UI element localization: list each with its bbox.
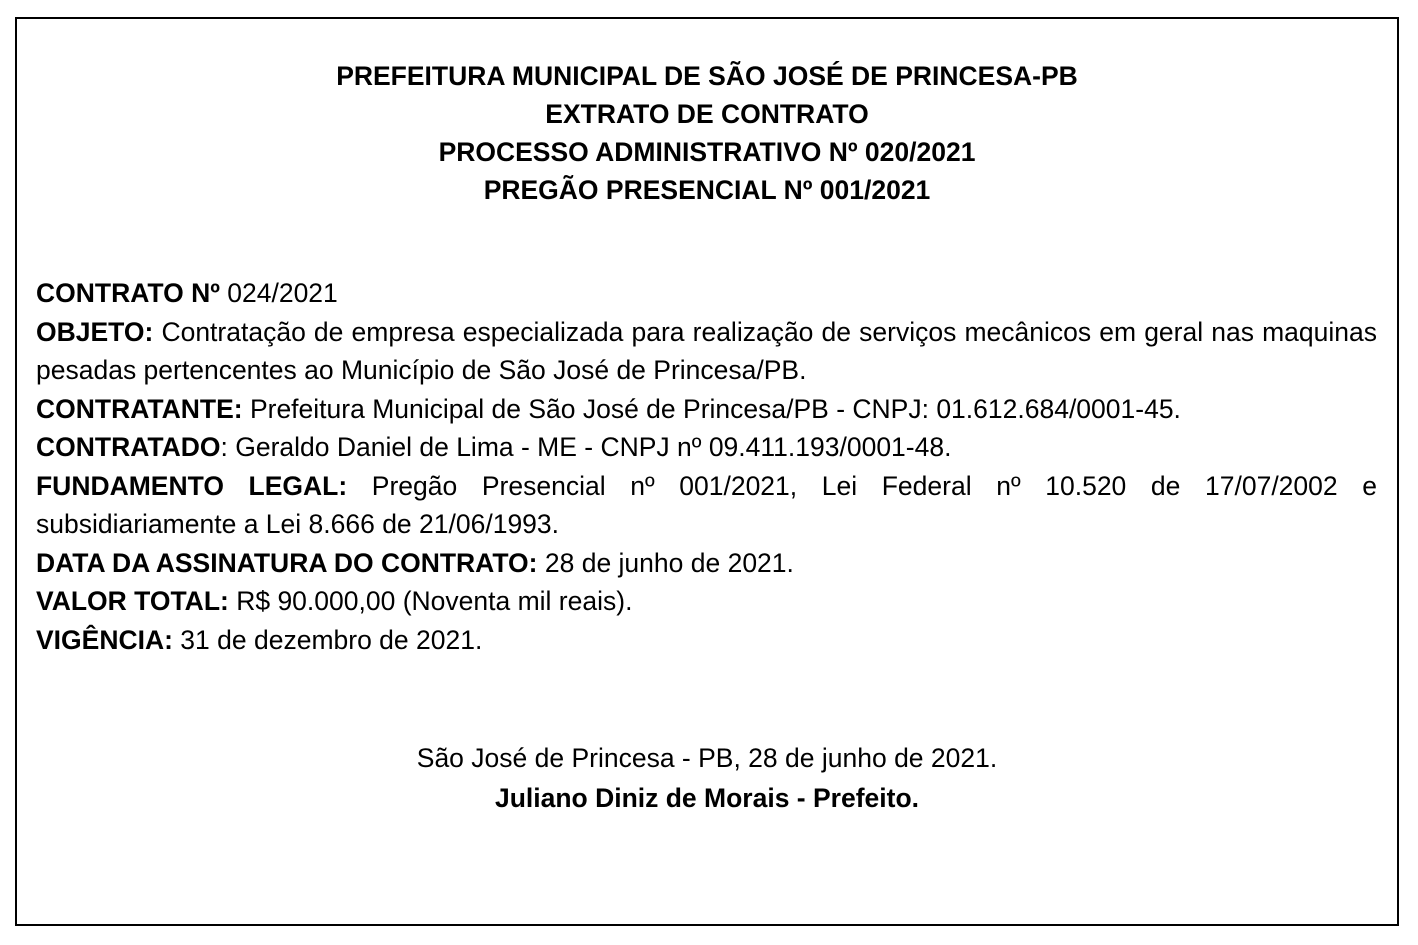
field-objeto xyxy=(36,313,1377,390)
header-auction: PREGÃO PRESENCIAL Nº 001/2021 xyxy=(483,175,931,205)
field-contratante-label: CONTRATANTE: xyxy=(36,393,243,424)
field-vigencia xyxy=(36,621,1377,660)
field-objeto-value: Contratação de empresa especializada para realização de serviços mecânicos em geral nas maquinas pesadas pertencentes ao Município de São José de Princesa/PB. xyxy=(36,316,1377,385)
field-fundamento-value: Pregão Presencial nº 001/2021, Lei Federal nº 10.520 de 17/07/2002 e subsidiariamente a Lei 8.666 de 21/06/1993. xyxy=(36,470,1377,539)
field-contratado-value: : Geraldo Daniel de Lima - ME - CNPJ nº 09.411.193/0001-48. xyxy=(220,432,952,462)
field-contrato-label: CONTRATO Nº xyxy=(36,278,220,308)
document-header xyxy=(17,57,1397,209)
field-objeto-label: OBJETO: xyxy=(36,316,154,347)
signature: Juliano Diniz de Morais - Prefeito. xyxy=(494,783,920,813)
contract-details xyxy=(36,274,1377,659)
field-contratante xyxy=(36,390,1377,429)
document-footer xyxy=(17,738,1397,818)
field-contratante-value: Prefeitura Municipal de São José de Princesa/PB - CNPJ: 01.612.684/0001-45. xyxy=(242,393,1181,424)
header-municipality: PREFEITURA MUNICIPAL DE SÃO JOSÉ DE PRINCESA-PB xyxy=(336,61,1078,91)
field-fundamento-label: FUNDAMENTO LEGAL: xyxy=(36,470,348,501)
place-date: São José de Princesa - PB, 28 de junho de 2021. xyxy=(416,743,998,773)
field-valor-value: R$ 90.000,00 (Noventa mil reais). xyxy=(228,586,633,616)
field-valor-total xyxy=(36,582,1377,621)
field-data-assinatura xyxy=(36,544,1377,583)
document-frame xyxy=(15,17,1399,926)
field-fundamento xyxy=(36,467,1377,544)
field-data-value: 28 de junho de 2021. xyxy=(537,547,794,578)
field-data-label: DATA DA ASSINATURA DO CONTRATO: xyxy=(36,547,538,578)
field-contratado xyxy=(36,428,1377,467)
header-process: PROCESSO ADMINISTRATIVO Nº 020/2021 xyxy=(438,137,976,167)
field-contrato-value: 024/2021 xyxy=(219,278,338,308)
field-valor-label: VALOR TOTAL: xyxy=(36,586,229,616)
field-contratado-label: CONTRATADO xyxy=(36,432,221,462)
header-title: EXTRATO DE CONTRATO xyxy=(545,99,869,129)
field-contrato xyxy=(36,274,1377,313)
field-vigencia-label: VIGÊNCIA: xyxy=(36,624,173,655)
field-vigencia-value: 31 de dezembro de 2021. xyxy=(172,624,483,655)
